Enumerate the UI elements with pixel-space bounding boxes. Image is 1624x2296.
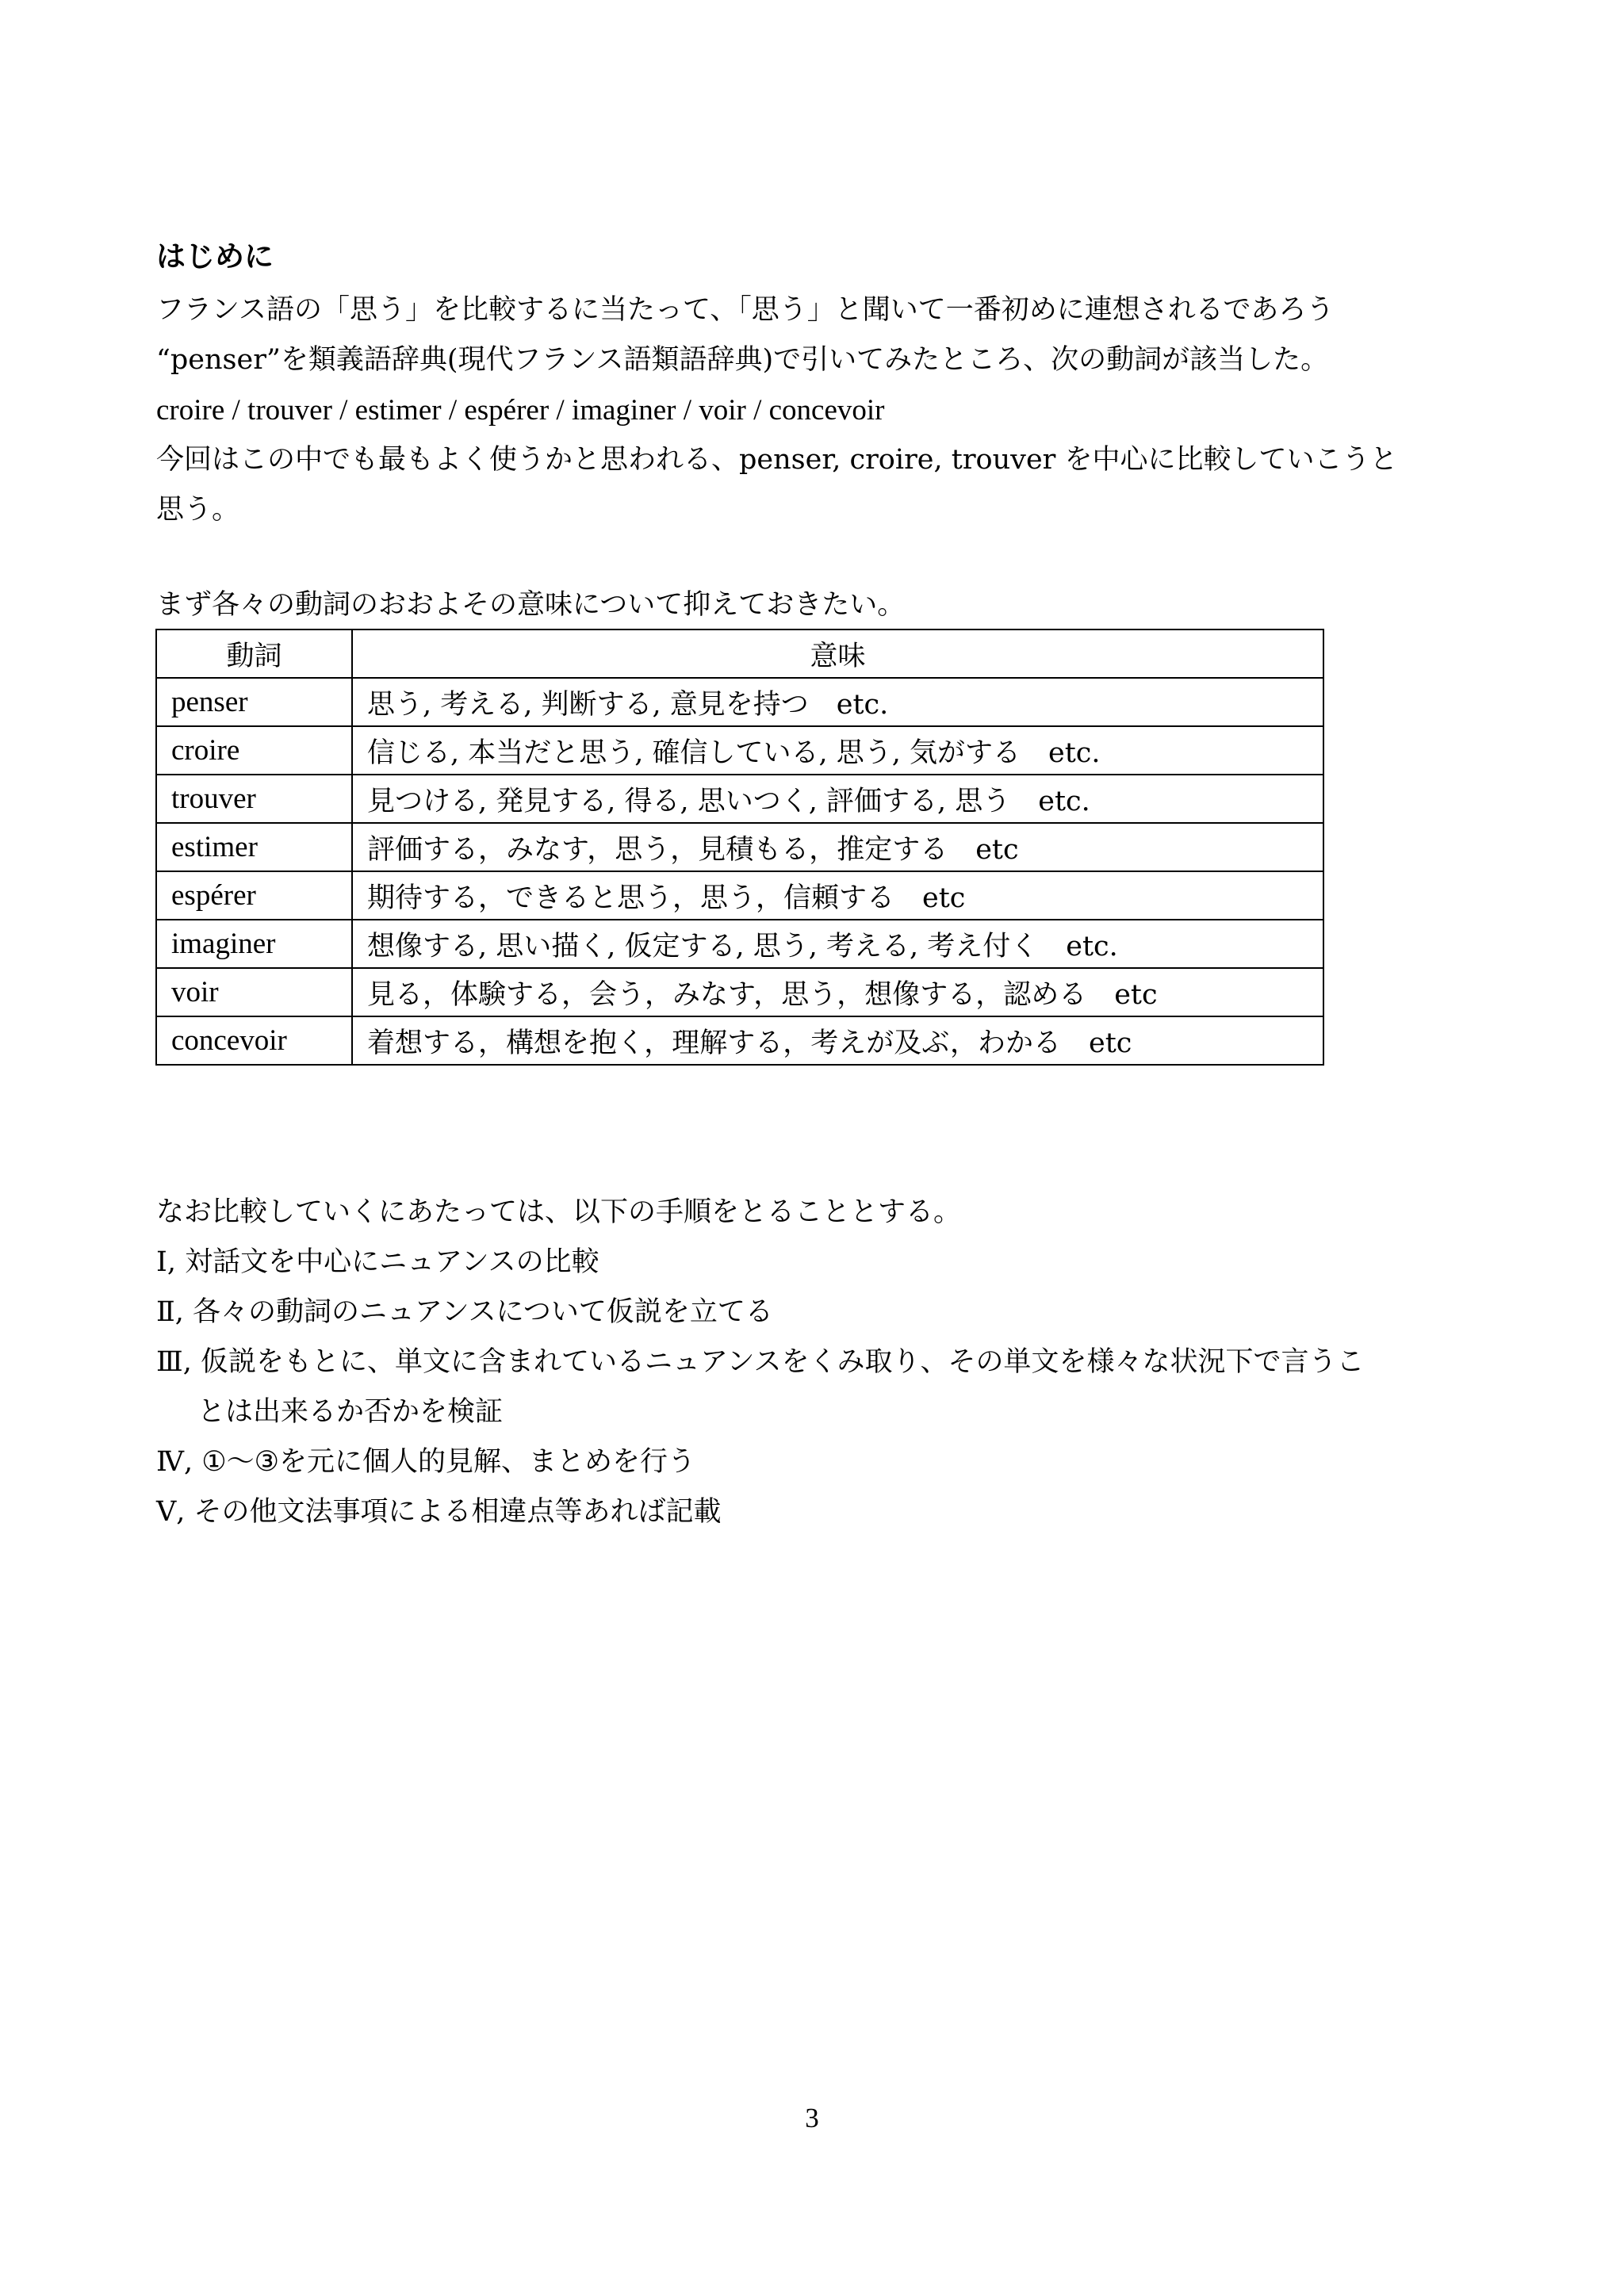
table-row: [156, 775, 1323, 823]
intro-paragraph: [156, 285, 1488, 535]
intro-line-1: フランス語の「思う」を比較するに当たって、「思う」と聞いて一番初めに連想されるであろう: [156, 294, 1335, 326]
verb-cell: espérer: [156, 871, 352, 920]
intro-line-2: “penser”を類義語辞典(現代フランス語類語辞典)で引いてみたところ、次の動詞が該当した。: [156, 344, 1329, 376]
verb-cell: voir: [156, 968, 352, 1016]
table-row: [156, 920, 1323, 968]
header-meaning: 意味: [352, 629, 1323, 678]
meaning-cell: 思う, 考える, 判断する, 意見を持つ etc.: [352, 678, 1323, 726]
procedure-step-3: Ⅲ, 仮説をもとに、単文に含まれているニュアンスをくみ取り、その単文を様々な状況下で言うこ: [156, 1346, 1365, 1378]
verb-cell: concevoir: [156, 1016, 352, 1065]
meaning-cell: 見つける, 発見する, 得る, 思いつく, 評価する, 思う etc.: [352, 775, 1323, 823]
meaning-cell: 見る，体験する，会う，みなす，思う，想像する，認める etc: [352, 968, 1323, 1016]
intro-line-4: 今回はこの中でも最もよく使うかと思われる、penser, croire, trouver を中心に比較していこうと: [156, 444, 1398, 476]
procedure-step-2: Ⅱ, 各々の動詞のニュアンスについて仮説を立てる: [156, 1296, 773, 1328]
meaning-cell: 期待する，できると思う，思う，信頼する etc: [352, 871, 1323, 920]
meaning-cell: 信じる, 本当だと思う, 確信している, 思う, 気がする etc.: [352, 726, 1323, 775]
table-row: [156, 678, 1323, 726]
table-row: [156, 823, 1323, 871]
intro-verb-list: croire / trouver / estimer / espérer / imaginer / voir / concevoir: [156, 394, 885, 427]
table-row: [156, 871, 1323, 920]
page-number: 3: [805, 2103, 819, 2133]
section-heading: はじめに: [156, 239, 274, 274]
verb-cell: penser: [156, 678, 352, 726]
table-header-row: [156, 629, 1323, 678]
verb-cell: estimer: [156, 823, 352, 871]
procedure-step-5: Ⅴ, その他文法事項による相違点等あれば記載: [156, 1496, 722, 1528]
verb-cell: trouver: [156, 775, 352, 823]
meaning-cell: 評価する，みなす，思う，見積もる，推定する etc: [352, 823, 1323, 871]
intro-line-5: 思う。: [156, 494, 240, 526]
verb-cell: croire: [156, 726, 352, 775]
procedure-step-4: Ⅳ, ①～③を元に個人的見解、まとめを行う: [156, 1446, 695, 1478]
meaning-cell: 着想する，構想を抱く，理解する，考えが及ぶ，わかる etc: [352, 1016, 1323, 1065]
verb-cell: imaginer: [156, 920, 352, 968]
meaning-cell: 想像する, 思い描く, 仮定する, 思う, 考える, 考え付く etc.: [352, 920, 1323, 968]
table-lead-text: まず各々の動詞のおおよその意味について抑えておきたい。: [156, 589, 906, 621]
procedure-step-3-continued: とは出来るか否かを検証: [197, 1396, 504, 1428]
header-verb: 動詞: [156, 629, 352, 678]
verb-meaning-table: [155, 629, 1324, 1066]
table-row: [156, 726, 1323, 775]
table-row: [156, 968, 1323, 1016]
procedure-intro: なお比較していくにあたっては、以下の手順をとることとする。: [156, 1196, 962, 1228]
procedure-step-1: Ⅰ, 対話文を中心にニュアンスの比較: [156, 1246, 599, 1278]
procedure-section: [156, 1188, 1496, 1537]
table-row: [156, 1016, 1323, 1065]
